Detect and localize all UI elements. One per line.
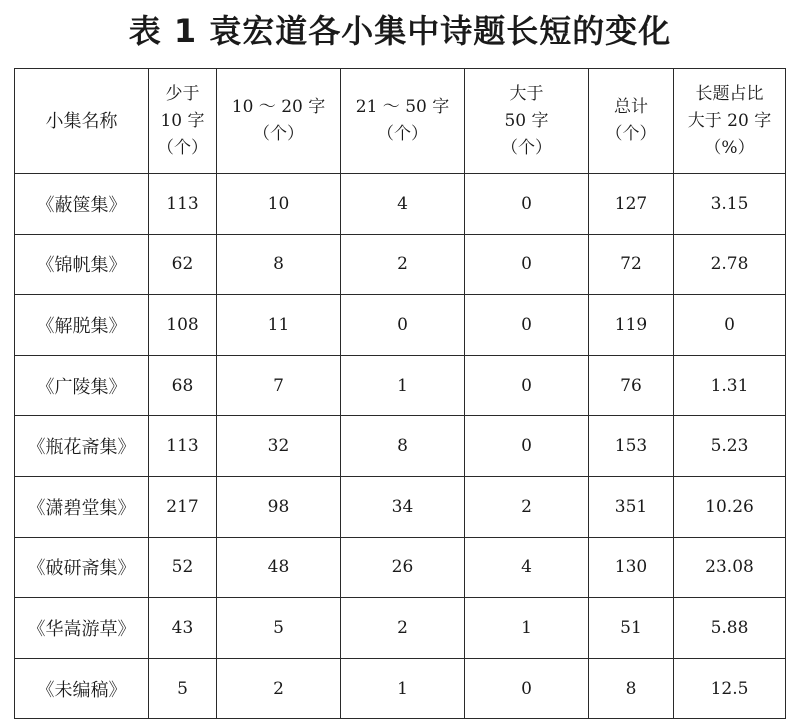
header-21-50 <box>341 69 465 174</box>
over-50-cell: 4 <box>465 537 589 598</box>
range-10-20-cell: 5 <box>217 598 341 659</box>
table-row <box>15 416 786 477</box>
total-cell: 8 <box>589 658 674 719</box>
range-10-20-cell: 11 <box>217 295 341 356</box>
under-10-cell: 113 <box>149 416 217 477</box>
under-10-cell: 113 <box>149 174 217 235</box>
header-line: 小集名称 <box>45 110 118 132</box>
range-10-20-cell: 2 <box>217 658 341 719</box>
ratio-cell: 23.08 <box>674 537 786 598</box>
data-table <box>14 68 786 719</box>
over-50-cell: 0 <box>465 234 589 295</box>
total-cell: 76 <box>589 355 674 416</box>
header-line: 10 ～ 20 字 <box>231 97 326 117</box>
header-line: 长题占比 <box>695 83 764 104</box>
range-10-20-cell: 8 <box>217 234 341 295</box>
range-21-50-cell: 2 <box>341 234 465 295</box>
under-10-cell: 217 <box>149 476 217 537</box>
header-line: 大于 <box>509 83 544 104</box>
table-row <box>15 598 786 659</box>
ratio-cell: 10.26 <box>674 476 786 537</box>
under-10-cell: 68 <box>149 355 217 416</box>
header-line: （个） <box>253 124 304 144</box>
over-50-cell: 0 <box>465 174 589 235</box>
ratio-cell: 0 <box>674 295 786 356</box>
table-row <box>15 355 786 416</box>
ratio-cell: 2.78 <box>674 234 786 295</box>
range-10-20-cell: 7 <box>217 355 341 416</box>
ratio-cell: 3.15 <box>674 174 786 235</box>
ratio-cell: 5.88 <box>674 598 786 659</box>
over-50-cell: 2 <box>465 476 589 537</box>
header-line: （%） <box>704 137 755 158</box>
header-line: 21 ～ 50 字 <box>355 97 450 117</box>
range-21-50-cell: 1 <box>341 658 465 719</box>
under-10-cell: 62 <box>149 234 217 295</box>
header-line: 大于 20 字 <box>687 110 772 131</box>
total-cell: 153 <box>589 416 674 477</box>
range-21-50-cell: 4 <box>341 174 465 235</box>
header-line: （个） <box>377 124 428 144</box>
table-title: 表 1 袁宏道各小集中诗题长短的变化 <box>128 12 672 50</box>
header-row <box>15 69 786 174</box>
range-21-50-cell: 1 <box>341 355 465 416</box>
header-line: 少于 <box>165 83 200 104</box>
over-50-cell: 0 <box>465 355 589 416</box>
ratio-cell: 1.31 <box>674 355 786 416</box>
total-cell: 127 <box>589 174 674 235</box>
table-row <box>15 476 786 537</box>
table-row <box>15 295 786 356</box>
total-cell: 351 <box>589 476 674 537</box>
collection-name-cell: 《破研斋集》 <box>15 537 149 598</box>
total-cell: 119 <box>589 295 674 356</box>
collection-name-cell: 《潇碧堂集》 <box>15 476 149 537</box>
total-cell: 72 <box>589 234 674 295</box>
header-over-50 <box>465 69 589 174</box>
header-line: （个） <box>605 124 657 144</box>
ratio-cell: 12.5 <box>674 658 786 719</box>
header-collection-name <box>15 69 149 174</box>
under-10-cell: 108 <box>149 295 217 356</box>
ratio-cell: 5.23 <box>674 416 786 477</box>
under-10-cell: 5 <box>149 658 217 719</box>
header-line: （个） <box>157 137 208 158</box>
header-line: 10 字 <box>160 110 205 131</box>
table-row <box>15 537 786 598</box>
range-21-50-cell: 34 <box>341 476 465 537</box>
collection-name-cell: 《蔽箧集》 <box>15 174 149 235</box>
range-21-50-cell: 2 <box>341 598 465 659</box>
over-50-cell: 1 <box>465 598 589 659</box>
header-line: （个） <box>501 137 552 158</box>
header-line: 总计 <box>614 97 648 117</box>
header-total <box>589 69 674 174</box>
under-10-cell: 43 <box>149 598 217 659</box>
range-10-20-cell: 98 <box>217 476 341 537</box>
range-10-20-cell: 32 <box>217 416 341 477</box>
range-10-20-cell: 48 <box>217 537 341 598</box>
over-50-cell: 0 <box>465 658 589 719</box>
collection-name-cell: 《广陵集》 <box>15 355 149 416</box>
table-row <box>15 658 786 719</box>
collection-name-cell: 《瓶花斋集》 <box>15 416 149 477</box>
collection-name-cell: 《解脱集》 <box>15 295 149 356</box>
header-long-title-ratio <box>674 69 786 174</box>
range-21-50-cell: 0 <box>341 295 465 356</box>
range-21-50-cell: 8 <box>341 416 465 477</box>
total-cell: 51 <box>589 598 674 659</box>
header-under-10 <box>149 69 217 174</box>
table-row <box>15 234 786 295</box>
total-cell: 130 <box>589 537 674 598</box>
table-row <box>15 174 786 235</box>
range-21-50-cell: 26 <box>341 537 465 598</box>
collection-name-cell: 《华嵩游草》 <box>15 598 149 659</box>
range-10-20-cell: 10 <box>217 174 341 235</box>
header-line: 50 字 <box>504 110 549 131</box>
header-10-20 <box>217 69 341 174</box>
collection-name-cell: 《锦帆集》 <box>15 234 149 295</box>
over-50-cell: 0 <box>465 416 589 477</box>
over-50-cell: 0 <box>465 295 589 356</box>
collection-name-cell: 《未编稿》 <box>15 658 149 719</box>
under-10-cell: 52 <box>149 537 217 598</box>
